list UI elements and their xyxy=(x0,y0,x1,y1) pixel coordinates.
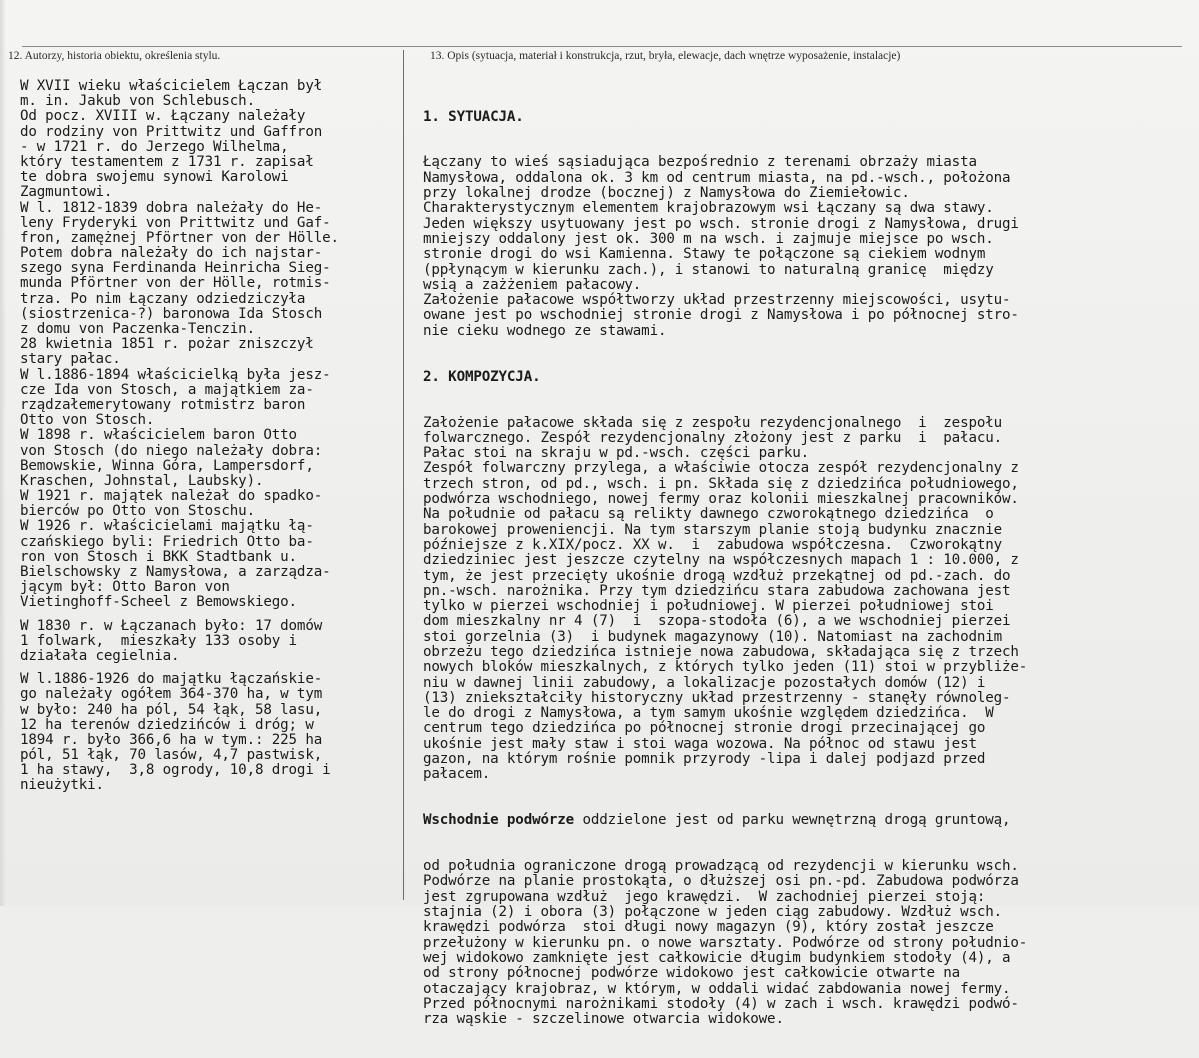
text-line: wej widokowo zamknięte jest całkowicie długim budynkiem stodoły (4), a xyxy=(423,949,1011,966)
text-line: późniejsze z k.XIX/pocz. XX w. i zabudowa współczesna. Czworokątny xyxy=(423,536,1003,553)
east-yard-first-line xyxy=(423,813,1027,828)
text-line: Zagmuntowi. xyxy=(20,184,113,201)
text-line: Charakterystycznym elementem krajobrazowym wsi Łączany są dwa stawy. xyxy=(423,200,994,217)
text-line: (13) zniekształciły historyczny układ przestrzenny - stanęły równoleg- xyxy=(423,689,1011,706)
text-line: krawędzi podwórza stoi długi nowy magazyn (9), który został jeszcze xyxy=(423,919,994,936)
text-line: Vietinghoff-Scheel z Bemowskiego. xyxy=(20,594,297,611)
text-line: (ppłynącym w kierunku zach.), i stanowi to naturalną granicę między xyxy=(423,261,994,278)
text-line: stary pałac. xyxy=(20,351,121,368)
text-line: ukośnie jest mały staw i stoi waga wozowa. Na północ od stawu jest xyxy=(423,735,977,752)
text-line: jącym był: Otto Baron von xyxy=(20,579,230,596)
text-line: Łączany to wieś sąsiadująca bezpośrednio z terenami obrzaży miasta xyxy=(423,154,977,171)
east-yard-text xyxy=(423,859,1027,1027)
text-line: Bielschowsky z Namysłowa, a zarządza- xyxy=(20,564,331,580)
text-line: Potem dobra należały do ich najstar- xyxy=(20,245,323,262)
text-line: niu w dawnej linii zabudowy, a lokalizacje pozostałych domów (12) i xyxy=(423,674,986,691)
column-divider xyxy=(403,50,404,900)
text-line: działała cegielnia. xyxy=(20,647,180,664)
history-column xyxy=(20,79,339,794)
history-paragraph xyxy=(20,79,339,611)
text-line: ron von Stosch i BKK Stadtbank u. xyxy=(20,548,297,565)
text-line: trzech stron, od pd., wsch. i pn. Składa się z dziedzińca południowego, xyxy=(423,475,1019,492)
text-line: 1 folwark, mieszkały 133 osoby i xyxy=(20,632,297,649)
text-line: go należały ogółem 364-370 ha, w tym xyxy=(20,686,323,703)
text-line: munda Pförtner von der Hölle, rotmis- xyxy=(20,275,331,292)
description-column xyxy=(423,79,1027,1058)
text-line: owane jest po wschodniej stronie drogi z Namysłowa i po północnej stro- xyxy=(423,307,1019,324)
text-line: jest zgrupowana wzdłuż jego krawędzi. W zachodniej pierzei stoją: xyxy=(423,888,986,905)
text-line: W l.1886-1926 do majątku łączańskie- xyxy=(20,671,323,688)
text-line: cze Ida von Stosch, a majątkiem za- xyxy=(20,381,314,398)
text-line: m. in. Jakub von Schlebusch. xyxy=(20,93,255,110)
text-line: Podwórze na planie prostokąta, o dłuższej osi pn.-pd. Zabudowa podwórza xyxy=(423,873,1019,890)
text-line: - w 1721 r. do Jerzego Wilhelma, xyxy=(20,138,289,155)
text-line: Zespół folwarczny przylega, a właściwie otocza zespół rezydencjonalny z xyxy=(423,460,1019,477)
text-line: czańskiego byli: Friedrich Otto ba- xyxy=(20,533,314,550)
text-line: nie cieku wodnego ze stawami. xyxy=(423,322,667,339)
text-line: podwórza wschodniego, nowej fermy oraz kolonii mieszkalnej pracowników. xyxy=(423,491,1019,508)
text-line: W 1926 r. właścicielami majątku łą- xyxy=(20,518,314,535)
text-line: stronie drogi do wsi Kamienna. Stawy te połączone są ciekiem wodnym xyxy=(423,246,986,263)
text-line: Założenie pałacowe współtworzy układ przestrzenny miejscowości, usytu- xyxy=(423,292,1011,309)
text-line: dom mieszkalny nr 4 (7) i szopa-stodoła (6), a we wschodniej pierzei xyxy=(423,613,1011,630)
text-line: (siostrzenica-?) baronowa Ida Stosch xyxy=(20,305,323,322)
text-line: rza wąskie - szczelinowe otwarcia widokowe. xyxy=(423,1011,784,1028)
history-paragraph xyxy=(20,619,339,665)
text-line: rządzałemerytowany rotmistrz baron xyxy=(20,396,306,413)
text-line: pól, 51 łąk, 70 lasów, 4,7 pastwisk, xyxy=(20,747,323,764)
text-line: te dobra swojemu synowi Karolowi xyxy=(20,169,289,186)
text-line: Pałac stoi na skraju w pd.-wsch. części parku. xyxy=(423,445,810,462)
text-line: W l.1886-1894 właścicielką była jesz- xyxy=(20,366,331,383)
composition-text xyxy=(423,416,1027,783)
text-line: nowych bloków mieszkalnych, z których tylko jeden (11) stoi w przybliże- xyxy=(423,659,1028,676)
text-line: 28 kwietnia 1851 r. pożar zniszczył xyxy=(20,336,314,353)
history-paragraph xyxy=(20,672,339,794)
text-line: tylko w pierzei wschodniej i południowej. W pierzei południowej stoi xyxy=(423,598,994,615)
text-line: Od pocz. XVIII w. Łączany należały xyxy=(20,108,306,125)
text-line: von Stosch (do niego należały dobra: xyxy=(20,442,323,459)
text-line: który testamentem z 1731 r. zapisał xyxy=(20,153,314,170)
text-line: stoi gorzelnia (3) i budynek magazynowy (10). Natomiast na zachodnim xyxy=(423,628,1003,645)
text-line: od strony północnej podwórze widokowo jest całkowicie otwarte na xyxy=(423,965,961,982)
text-line: 1 ha stawy, 3,8 ogrody, 10,8 drogi i xyxy=(20,762,331,779)
text-line: Kraschen, Johnstal, Laubsky). xyxy=(20,472,264,489)
text-line: gazon, na którym rośnie pomnik przyrody -lipa i dalej podjazd przed xyxy=(423,751,986,768)
text-line: mniejszy oddalony jest ok. 300 m na wsch. i zajmuje miejsce po wsch. xyxy=(423,230,994,247)
text-line: otaczający krajobraz, w którym, w oddali widać zabdowania nowej fermy. xyxy=(423,980,1011,997)
text-line: Założenie pałacowe składa się z zespołu rezydencjonalnego i zespołu xyxy=(423,414,1003,431)
text-line: Bemowskie, Winna Góra, Lampersdorf, xyxy=(20,457,314,474)
text-line: obrzeżu tego dziedzińca istnieje nowa zabudowa, składająca się z trzech xyxy=(423,643,1019,660)
text-line: W 1898 r. właścicielem baron Otto xyxy=(20,427,297,444)
scan-edge-shadow xyxy=(0,0,6,906)
text-line: tym, że jest przecięty ukośnie drogą wzdłuż przekątnej od pd.-zach. do xyxy=(423,567,1011,584)
text-line: folwarcznego. Zespół rezydencjonalny złożony jest z parku i pałacu. xyxy=(423,429,1003,446)
text-line: trza. Po nim Łączany odziedziczyła xyxy=(20,290,306,307)
text-line: od południa ograniczone drogą prowadzącą od rezydencji w kierunku wsch. xyxy=(423,858,1019,875)
text-line: W XVII wieku właścicielem Łączan był xyxy=(20,78,323,94)
east-yard-bold-term: Wschodnie podwórze xyxy=(423,812,575,829)
section-heading-composition: 2. KOMPOZYCJA. xyxy=(423,368,541,385)
text-line: Na południe od pałacu są relikty dawnego czworokątnego dziedzińca o xyxy=(423,506,994,523)
east-yard-first-rest: oddzielone jest od parku wewnętrzną drogą gruntową, xyxy=(574,812,1011,829)
text-line: w było: 240 ha pól, 54 łąk, 58 lasu, xyxy=(20,701,323,718)
text-line: fron, zamężnej Pförtner von der Hölle. xyxy=(20,229,339,246)
section-heading-situation: 1. SYTUACJA. xyxy=(423,108,524,125)
text-line: Otto von Stosch. xyxy=(20,412,155,429)
text-line: 1894 r. było 366,6 ha w tym.: 225 ha xyxy=(20,731,323,748)
text-line: Jeden większy usytuowany jest po wsch. stronie drogi z Namysłowa, drugi xyxy=(423,215,1019,232)
text-line: szego syna Ferdinanda Heinricha Sieg- xyxy=(20,260,331,277)
text-line: nieużytki. xyxy=(20,777,104,794)
text-line: W l. 1812-1839 dobra należały do He- xyxy=(20,199,323,216)
text-line: W 1921 r. majątek należał do spadko- xyxy=(20,488,323,505)
text-line: pn.-wsch. narożnika. Przy tym dziedzińcu stara zabudowa zachowana jest xyxy=(423,582,1011,599)
field-13-header: 13. Opis (sytuacja, materiał i konstrukcja, rzut, bryła, elewacje, dach wnętrze wyposażenie, instalacje) xyxy=(430,50,901,62)
text-line: W 1830 r. w Łączanach było: 17 domów xyxy=(20,617,323,634)
text-line: bierców po Otto von Stoschu. xyxy=(20,503,255,520)
text-line: stajnia (2) i obora (3) połączone w jeden ciąg zabudowy. Wzdłuż wsch. xyxy=(423,904,1003,921)
text-line: dziedziniec jest jeszcze czytelny na współczesnych mapach 1 : 10.000, z xyxy=(423,552,1019,569)
header-rule xyxy=(22,46,1182,47)
text-line: przełużony w kierunku pn. o nowe warsztaty. Podwórze od strony południo- xyxy=(423,934,1028,951)
field-12-header: 12. Autorzy, historia obiektu, określenia stylu. xyxy=(8,50,221,62)
text-line: centrum tego dziedzińca po północnej stronie drogi przecinającej go xyxy=(423,720,986,737)
text-line: wsią a zażżeniem pałacowy. xyxy=(423,276,642,293)
text-line: do rodziny von Prittwitz und Gaffron xyxy=(20,123,323,140)
situation-text xyxy=(423,155,1027,339)
text-line: 12 ha terenów dziedzińców i dróg; w xyxy=(20,716,314,733)
text-line: barokowej proweniencji. Na tym starszym planie stoją budynku znacznie xyxy=(423,521,1003,538)
text-line: przy lokalnej drodze (bocznej) z Namysłowa do Ziemiełowic. xyxy=(423,185,910,202)
text-line: Przed północnymi narożnikami stodoły (4) w zach i wsch. krawędzi podwó- xyxy=(423,995,1019,1012)
text-line: pałacem. xyxy=(423,766,491,783)
text-line: Namysłowa, oddalona ok. 3 km od centrum miasta, na pd.-wsch., położona xyxy=(423,169,1011,186)
text-line: le do drogi z Namysłowa, a tym samym ukośnie względem dziedzińca. W xyxy=(423,705,994,722)
text-line: z domu von Paczenka-Tenczin. xyxy=(20,321,255,337)
text-line: leny Fryderyki von Prittwitz und Gaf- xyxy=(20,214,331,231)
